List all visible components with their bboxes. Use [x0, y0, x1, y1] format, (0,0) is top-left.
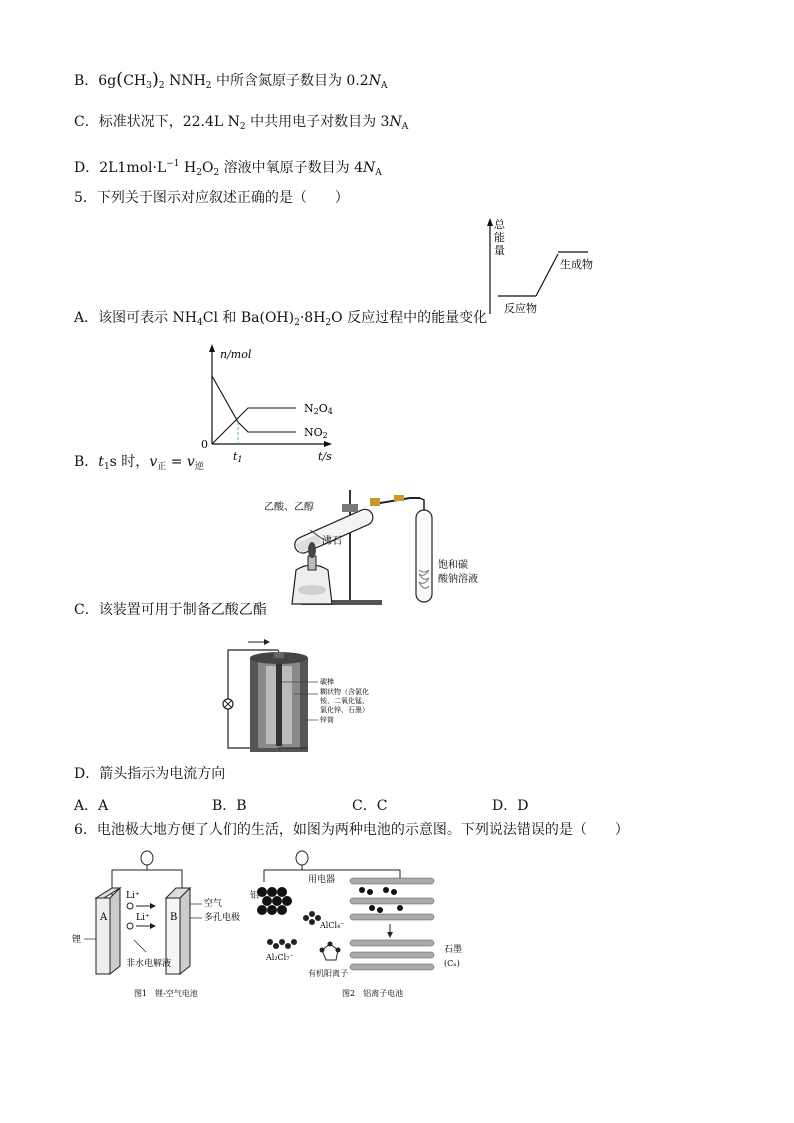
- option-b-q4: B．$6g(CH_3)_2$ $NNH_2$ 中所含氮原子数目为 $0.2N_A$: [74, 69, 388, 91]
- al-label: 铝: [250, 891, 260, 901]
- battery-label-5: 锌筒: [320, 716, 334, 724]
- dry-cell-diagram: [218, 636, 408, 756]
- al-ion-battery-figure: [250, 848, 486, 1000]
- question-6-stem: 6．电池极大地方便了人们的生活，如图为两种电池的示意图。下列说法错误的是（ ）: [74, 822, 629, 838]
- chart-xlabel: t/s: [318, 450, 332, 462]
- battery-label-3: 铵、二氧化锰、: [320, 697, 369, 705]
- fig2-caption: 图2 铝离子电池: [342, 989, 404, 998]
- electrode-a: A: [100, 912, 108, 923]
- al2cl7-label: Al₂Cl₇⁻: [266, 953, 294, 962]
- lithium-label: 锂: [72, 935, 82, 945]
- ester-apparatus: [262, 486, 484, 608]
- option-d-q5: D．箭头指示为电流方向: [74, 766, 226, 782]
- choice-a[interactable]: A．A: [74, 798, 109, 814]
- battery-label-2: 糊状物（含氯化: [320, 688, 369, 696]
- graphite-label-2: (Cₙ): [444, 959, 460, 968]
- option-a-q5: A．该图可表示 $NH_4Cl$ 和 $Ba(OH)_2\cdot 8H_2O$ 反应过程中的能量变化: [74, 310, 488, 328]
- chart-origin: 0: [201, 438, 208, 451]
- li-air-battery-figure: [72, 848, 242, 1000]
- curve-n2o4-label: N2O4: [304, 402, 333, 416]
- li-ion-label-2: Li⁺: [136, 913, 150, 923]
- question-5-stem: 5．下列关于图示对应叙述正确的是（ ）: [74, 190, 349, 206]
- fig1-caption: 图1 锂-空气电池: [134, 989, 198, 998]
- choice-d[interactable]: D．D: [492, 798, 529, 814]
- energy-ylabel-1: 总: [494, 218, 505, 231]
- option-c-q4: C．标准状况下，22.4L $N_2$ 中共用电子对数目为 $3N_A$: [74, 114, 409, 132]
- energy-diagram: [484, 214, 614, 320]
- chart-ylabel: n/mol: [220, 348, 252, 361]
- energy-ylabel-2: 能: [494, 231, 505, 244]
- option-d-q4: D．$2L1mol\cdot L^{-1}$ $H_2O_2$ 溶液中氧原子数目为 $4N_A$: [74, 159, 382, 178]
- energy-ylabel-3: 量: [494, 244, 505, 257]
- amount-time-chart: [198, 340, 348, 462]
- battery-label-1: 碳棒: [320, 678, 334, 686]
- battery-label-4: 氯化锌、石墨）: [320, 706, 369, 714]
- li-ion-label-1: Li⁺: [126, 891, 140, 901]
- electrode-b: B: [170, 912, 178, 923]
- electrolyte-label: 非水电解液: [126, 959, 172, 969]
- t1-label: t1: [233, 450, 243, 462]
- choice-b[interactable]: B．B: [212, 798, 247, 814]
- label-solution-2: 酸钠溶液: [438, 574, 478, 585]
- alcl4-label: AlCl₄⁻: [320, 921, 345, 930]
- product-label: 生成物: [560, 258, 593, 271]
- choice-c[interactable]: C．C: [352, 798, 388, 814]
- option-b-q5: B．$t_1s$ 时，$v_正 = v_逆$: [74, 454, 204, 472]
- option-c-q5: C．该装置可用于制备乙酸乙酯: [74, 602, 267, 618]
- organic-cation-label: 有机阳离子: [308, 969, 348, 978]
- curve-no2-label: NO2: [304, 426, 328, 440]
- graphite-label-1: 石墨: [444, 945, 463, 955]
- label-reagents: 乙酸、乙醇: [264, 502, 314, 513]
- device-label: 用电器: [308, 875, 336, 885]
- air-label: 空气: [204, 899, 223, 909]
- label-solution-1: 饱和碳: [438, 560, 468, 571]
- porous-label: 多孔电极: [204, 913, 241, 923]
- reactant-label: 反应物: [504, 302, 537, 315]
- label-stone: 沸石: [322, 536, 342, 547]
